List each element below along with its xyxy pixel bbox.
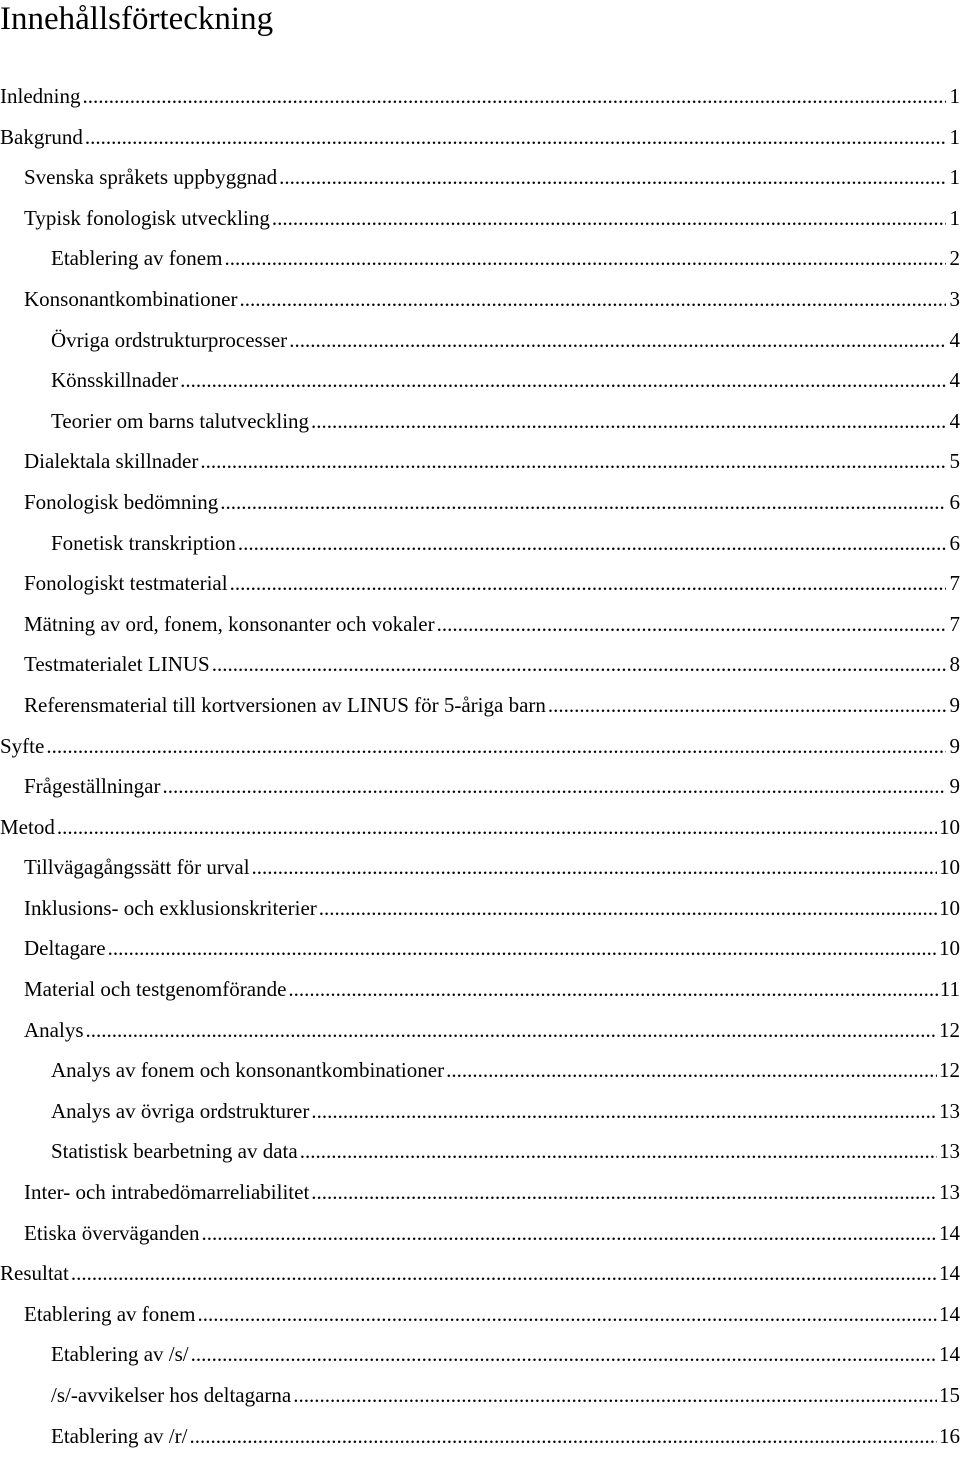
toc-dot-leader xyxy=(202,1221,937,1245)
toc-entry-page-number: 10 xyxy=(939,895,960,920)
toc-dot-leader xyxy=(252,855,937,879)
toc-entry-page-number: 3 xyxy=(949,286,960,311)
toc-dot-leader xyxy=(189,1424,937,1448)
toc-dot-leader xyxy=(57,815,937,839)
toc-entry-title: Etablering av fonem xyxy=(24,1301,196,1326)
toc-entry-title: Etablering av /r/ xyxy=(51,1423,188,1448)
toc-dot-leader xyxy=(162,774,946,798)
toc-entry-title: Testmaterialet LINUS xyxy=(24,652,210,677)
toc-entry-title: Fonologisk bedömning xyxy=(24,489,219,514)
toc-entry-page-number: 13 xyxy=(939,1139,960,1164)
toc-dot-leader xyxy=(220,490,946,514)
toc-entry-title: Mätning av ord, fonem, konsonanter och vokaler xyxy=(24,611,435,636)
toc-entry[interactable] xyxy=(0,1010,960,1051)
toc-entry-page-number: 2 xyxy=(949,246,960,271)
toc-entry[interactable] xyxy=(0,279,960,320)
toc-dot-leader xyxy=(289,328,946,352)
toc-dot-leader xyxy=(212,652,946,676)
toc-entry-title: Inledning xyxy=(0,84,81,108)
toc-entry[interactable] xyxy=(0,523,960,564)
toc-entry-title: Analys xyxy=(24,1017,84,1042)
toc-dot-leader xyxy=(272,206,946,230)
toc-entry-title: Inter- och intrabedömarreliabilitet xyxy=(24,1180,310,1205)
toc-dot-leader xyxy=(82,84,946,108)
toc-entry[interactable] xyxy=(0,198,960,239)
toc-dot-leader xyxy=(437,612,946,636)
toc-entry[interactable] xyxy=(0,928,960,969)
toc-dot-leader xyxy=(279,165,946,189)
toc-dot-leader xyxy=(200,449,946,473)
toc-entry-title: Könsskillnader xyxy=(51,368,179,393)
toc-entry-title: Etablering av fonem xyxy=(51,246,223,271)
toc-dot-leader xyxy=(85,125,946,149)
toc-entry[interactable] xyxy=(0,401,960,442)
toc-entry-page-number: 11 xyxy=(939,977,960,1002)
toc-entry-title: Etablering av /s/ xyxy=(51,1342,189,1367)
toc-entry-page-number: 10 xyxy=(939,936,960,961)
toc-entry-page-number: 14 xyxy=(939,1220,960,1245)
toc-entry[interactable] xyxy=(0,360,960,401)
toc-dot-leader xyxy=(46,734,946,758)
toc-entry-title: Teorier om barns talutveckling xyxy=(51,408,310,433)
toc-entry[interactable] xyxy=(0,726,960,767)
toc-dot-leader xyxy=(319,896,937,920)
toc-dot-leader xyxy=(86,1018,938,1042)
toc-entry-title: Statistisk bearbetning av data xyxy=(51,1139,298,1164)
toc-entry-page-number: 9 xyxy=(949,692,960,717)
toc-dot-leader xyxy=(71,1261,937,1285)
toc-entry-title: Typisk fonologisk utveckling xyxy=(24,205,270,230)
toc-entry-page-number: 5 xyxy=(949,449,960,474)
toc-entry[interactable] xyxy=(0,117,960,158)
toc-entry-page-number: 14 xyxy=(939,1342,960,1367)
toc-entry-title: Metod xyxy=(0,814,55,839)
toc-entry[interactable] xyxy=(0,1294,960,1335)
toc-entry[interactable] xyxy=(0,482,960,523)
toc-entry-page-number: 15 xyxy=(939,1383,960,1407)
toc-entry-title: Tillvägagångssätt för urval xyxy=(24,855,250,880)
toc-entry[interactable] xyxy=(0,847,960,888)
toc-dot-leader xyxy=(311,1180,937,1204)
toc-entry-title: Konsonantkombinationer xyxy=(24,286,238,311)
toc-dot-leader xyxy=(224,246,946,270)
toc-entry[interactable] xyxy=(0,76,960,117)
toc-entry-title: Etiska överväganden xyxy=(24,1220,200,1245)
toc-entry-page-number: 6 xyxy=(949,530,960,555)
toc-entry[interactable] xyxy=(0,441,960,482)
toc-dot-leader xyxy=(300,1139,937,1163)
toc-dot-leader xyxy=(197,1302,937,1326)
toc-entry-title: Fonetisk transkription xyxy=(51,530,236,555)
toc-entry-page-number: 1 xyxy=(949,205,960,230)
toc-entry-page-number: 12 xyxy=(939,1058,960,1083)
toc-entry-page-number: 7 xyxy=(949,571,960,596)
toc-entry-page-number: 12 xyxy=(939,1017,960,1042)
toc-dot-leader xyxy=(180,368,946,392)
toc-dot-leader xyxy=(311,409,946,433)
toc-entry-page-number: 16 xyxy=(939,1423,960,1448)
toc-entry-page-number: 4 xyxy=(949,327,960,352)
toc-dot-leader xyxy=(293,1383,937,1407)
toc-entry[interactable] xyxy=(0,320,960,361)
toc-dot-leader xyxy=(446,1058,937,1082)
toc-dot-leader xyxy=(191,1342,937,1366)
toc-dot-leader xyxy=(108,936,937,960)
toc-entry-page-number: 4 xyxy=(949,368,960,393)
toc-entry-title: Svenska språkets uppbyggnad xyxy=(24,165,278,190)
toc-entry[interactable] xyxy=(0,766,960,807)
toc-entry-page-number: 6 xyxy=(949,489,960,514)
toc-entry[interactable] xyxy=(0,644,960,685)
toc-dot-leader xyxy=(311,1099,937,1123)
toc-entry-title: Dialektala skillnader xyxy=(24,449,199,474)
toc-entry-title: Material och testgenomförande xyxy=(24,977,287,1002)
toc-entry-title: /s/-avvikelser hos deltagarna xyxy=(51,1383,292,1407)
table-of-contents xyxy=(0,76,960,1456)
toc-entry-page-number: 9 xyxy=(949,733,960,758)
toc-dot-leader xyxy=(238,531,946,555)
toc-entry[interactable] xyxy=(0,1131,960,1172)
toc-entry[interactable] xyxy=(0,1091,960,1132)
toc-entry-page-number: 10 xyxy=(939,814,960,839)
toc-entry[interactable] xyxy=(0,888,960,929)
toc-entry-title: Övriga ordstrukturprocesser xyxy=(51,327,288,352)
toc-entry-title: Inklusions- och exklusionskriterier xyxy=(24,895,317,920)
toc-entry[interactable] xyxy=(0,1334,960,1375)
toc-entry-page-number: 10 xyxy=(939,855,960,880)
toc-entry-title: Deltagare xyxy=(24,936,106,961)
toc-entry-page-number: 4 xyxy=(949,408,960,433)
toc-entry-page-number: 13 xyxy=(939,1180,960,1205)
toc-entry[interactable] xyxy=(0,1375,960,1416)
page-title: Innehållsförteckning xyxy=(0,1,274,37)
toc-entry[interactable] xyxy=(0,685,960,726)
toc-entry-page-number: 1 xyxy=(949,84,960,108)
toc-dot-leader xyxy=(239,287,946,311)
toc-entry[interactable] xyxy=(0,238,960,279)
toc-entry[interactable] xyxy=(0,604,960,645)
toc-entry-page-number: 1 xyxy=(949,165,960,190)
toc-entry[interactable] xyxy=(0,563,960,604)
toc-entry[interactable] xyxy=(0,807,960,848)
toc-entry-title: Fonologiskt testmaterial xyxy=(24,571,228,596)
toc-entry-title: Analys av fonem och konsonantkombinationer xyxy=(51,1058,445,1083)
toc-entry-title: Bakgrund xyxy=(0,124,83,149)
toc-entry-page-number: 7 xyxy=(949,611,960,636)
toc-entry-page-number: 13 xyxy=(939,1098,960,1123)
toc-entry-page-number: 1 xyxy=(949,124,960,149)
toc-entry[interactable] xyxy=(0,1253,960,1294)
toc-entry[interactable] xyxy=(0,969,960,1010)
toc-entry[interactable] xyxy=(0,1172,960,1213)
toc-entry-title: Resultat xyxy=(0,1261,69,1286)
toc-dot-leader xyxy=(548,693,946,717)
toc-dot-leader xyxy=(230,571,946,595)
toc-entry-page-number: 9 xyxy=(949,774,960,799)
toc-entry-page-number: 14 xyxy=(939,1301,960,1326)
toc-entry[interactable] xyxy=(0,1050,960,1091)
toc-entry[interactable] xyxy=(0,1416,960,1457)
toc-entry[interactable] xyxy=(0,157,960,198)
toc-entry[interactable] xyxy=(0,1213,960,1254)
toc-entry-title: Syfte xyxy=(0,733,45,758)
toc-entry-title: Referensmaterial till kortversionen av LINUS för 5-åriga barn xyxy=(24,692,546,717)
toc-entry-title: Analys av övriga ordstrukturer xyxy=(51,1098,310,1123)
toc-entry-title: Frågeställningar xyxy=(24,774,161,799)
toc-entry-page-number: 8 xyxy=(949,652,960,677)
toc-dot-leader xyxy=(288,977,937,1001)
toc-entry-page-number: 14 xyxy=(939,1261,960,1286)
